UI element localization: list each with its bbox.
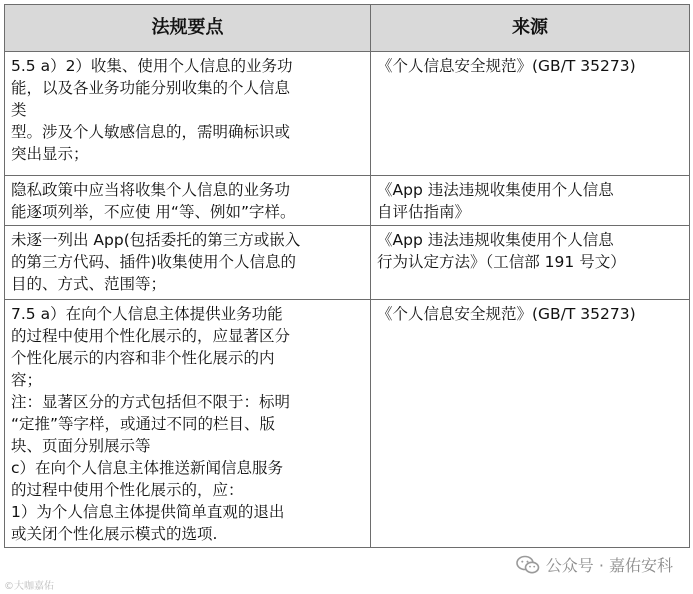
- cell-line: 《个人信息安全规范》(GB/T 35273): [377, 305, 636, 323]
- wechat-icon: [516, 555, 540, 575]
- cell-line: 的过程中使用个性化展示的，应：: [11, 481, 244, 499]
- cell-line: 未逐一列出 App(包括委托的第三方或嵌入: [11, 231, 301, 249]
- corner-mark: ©大咖嘉佑: [4, 581, 54, 592]
- regulation-table: [4, 4, 690, 548]
- cell-line: 个性化展示的内容和非个性化展示的内: [11, 349, 275, 367]
- cell-line: 类: [11, 101, 27, 119]
- cell-line: 能，以及各业务功能分别收集的个人信息: [11, 79, 291, 97]
- cell-line: 的过程中使用个性化展示的，应显著区分: [11, 327, 291, 345]
- source-cell: [371, 176, 690, 226]
- cell-line: 《App 违法违规收集使用个人信息: [377, 181, 614, 199]
- header-source: 来源: [371, 5, 690, 52]
- regulation-point-cell: [5, 176, 371, 226]
- table-row: [5, 300, 690, 548]
- table-row: [5, 226, 690, 300]
- regulation-point-cell: [5, 226, 371, 300]
- cell-line: 行为认定方法》（工信部 191 号文）: [377, 253, 626, 271]
- cell-line: c）在向个人信息主体推送新闻信息服务: [11, 459, 284, 477]
- cell-line: “定推”等字样，或通过不同的栏目、版: [11, 415, 276, 433]
- cell-line: 自评估指南》: [377, 203, 471, 221]
- table-header-row: [5, 5, 690, 52]
- header-regulation-points: 法规要点: [5, 5, 371, 52]
- cell-line: 或关闭个性化展示模式的选项.: [11, 525, 218, 543]
- regulation-point-cell: [5, 300, 371, 548]
- cell-line: 5.5 a）2）收集、使用个人信息的业务功: [11, 57, 293, 75]
- cell-line: 型。涉及个人敏感信息的，需明确标识或: [11, 123, 291, 141]
- table-row: [5, 176, 690, 226]
- account-watermark: [516, 553, 673, 576]
- cell-line: 7.5 a）在向个人信息主体提供业务功能: [11, 305, 283, 323]
- cell-line: 目的、方式、范围等；: [11, 275, 167, 293]
- cell-line: 的第三方代码、插件)收集使用个人信息的: [11, 253, 297, 271]
- cell-line: 《App 违法违规收集使用个人信息: [377, 231, 614, 249]
- cell-line: 能逐项列举，不应使 用“等、例如”字样。: [11, 203, 296, 221]
- cell-line: 块、页面分别展示等: [11, 437, 151, 455]
- cell-line: 突出显示；: [11, 145, 89, 163]
- cell-line: 容；: [11, 371, 43, 389]
- watermark-text: 公众号 · 嘉佑安科: [545, 556, 673, 575]
- cell-line: 注：显著区分的方式包括但不限于：标明: [11, 393, 291, 411]
- cell-line: 《个人信息安全规范》(GB/T 35273): [377, 57, 636, 75]
- cell-line: 1）为个人信息主体提供简单直观的退出: [11, 503, 285, 521]
- cell-line: 隐私政策中应当将收集个人信息的业务功: [11, 181, 291, 199]
- source-cell: [371, 226, 690, 300]
- source-cell: [371, 52, 690, 176]
- source-cell: [371, 300, 690, 548]
- table-row: [5, 52, 690, 176]
- regulation-point-cell: [5, 52, 371, 176]
